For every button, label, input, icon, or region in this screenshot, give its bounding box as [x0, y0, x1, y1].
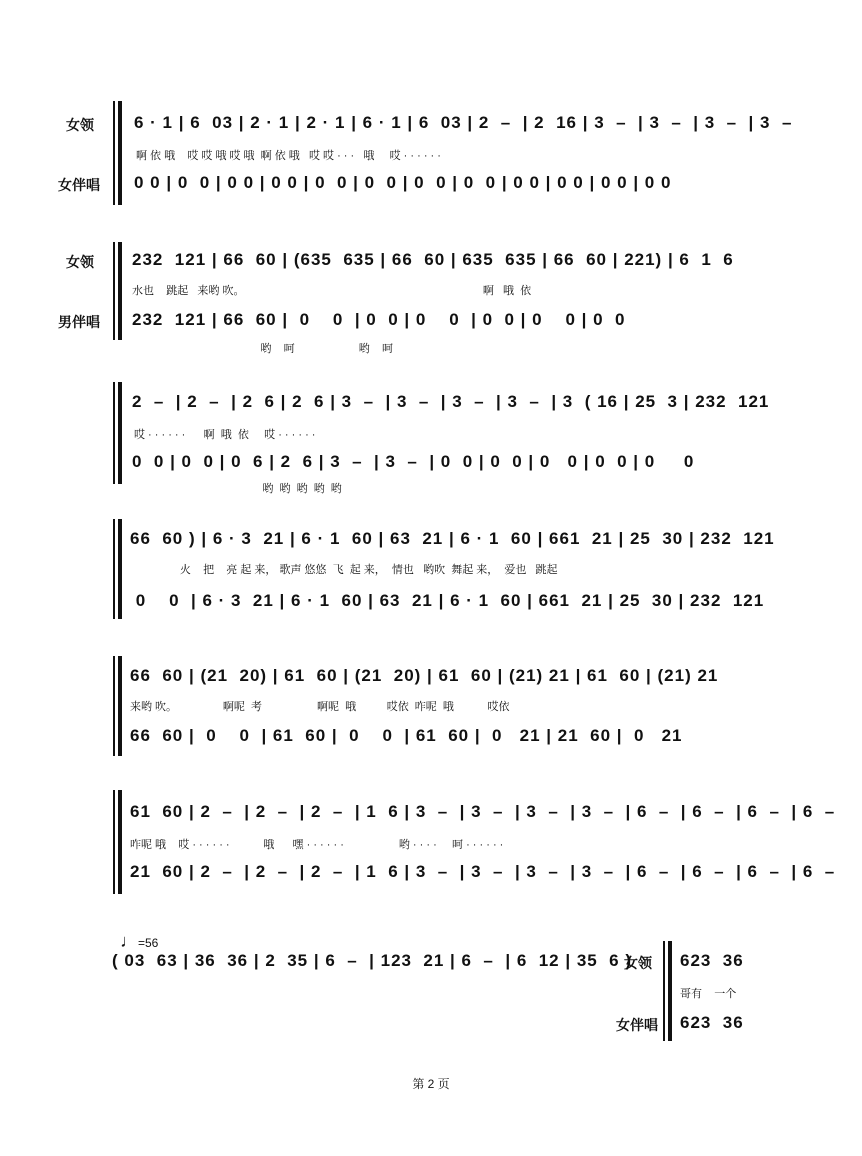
- page-number: 第 2 页: [412, 1077, 450, 1091]
- system-bracket: [668, 941, 672, 1041]
- notation-line: 66 60 ) | 6 · 3 21 | 6 · 1 60 | 63 21 | 6 · 1 60 | 661 21 | 25 30 | 232 121: [130, 529, 775, 548]
- notation-line: 623 36: [680, 951, 744, 970]
- lyric-line: 哟 呵 哟 呵: [132, 343, 393, 355]
- notation-line: 6 · 1 | 6 03 | 2 · 1 | 2 · 1 | 6 · 1 | 6 03 | 2 – | 2 16 | 3 – | 3 – | 3 – | 3 –: [134, 113, 793, 132]
- lyric-line: 水也 跳起 来哟 吹。 啊 哦 依: [132, 285, 532, 297]
- score-system-6: [0, 782, 862, 897]
- score-system-final: [0, 925, 862, 1050]
- notation-line: 2 – | 2 – | 2 6 | 2 6 | 3 – | 3 – | 3 – | 3 – | 3 ( 16 | 25 3 | 232 121: [132, 392, 770, 411]
- lyric-line: 咋呢 哦 哎 · · · · · · 哦 嘿 · · · · · · 哟 · · · · 呵 · · · · · ·: [130, 839, 504, 851]
- system-bracket: [118, 382, 122, 484]
- voice-label: 女伴唱: [616, 1017, 658, 1033]
- quarter-note-icon: ♩: [120, 931, 138, 951]
- voice-label: 男伴唱: [58, 314, 100, 330]
- score-system-5: [0, 650, 862, 760]
- notation-line: 623 36: [680, 1013, 744, 1032]
- system-bracket: [118, 101, 122, 205]
- notation-line: 61 60 | 2 – | 2 – | 2 – | 1 6 | 3 – | 3 – | 3 – | 3 – | 6 – | 6 – | 6 – | 6 –: [130, 802, 836, 821]
- notation-line: ( 03 63 | 36 36 | 2 35 | 6 – | 123 21 | 6 – | 6 12 | 35 6 ): [112, 951, 633, 970]
- tempo-marking: [120, 931, 158, 952]
- lyric-line: 哟 哟 哟 哟 哟: [134, 483, 342, 495]
- notation-line: 66 60 | 0 0 | 61 60 | 0 0 | 61 60 | 0 21 | 21 60 | 0 21: [130, 726, 683, 745]
- score-system-1: [0, 95, 862, 207]
- voice-label: 女领: [624, 955, 652, 971]
- lyric-line: 来哟 吹。 啊呢 考 啊呢 哦 哎依 咋呢 哦 哎依: [130, 701, 510, 713]
- notation-line: 0 0 | 6 · 3 21 | 6 · 1 60 | 63 21 | 6 · 1 60 | 661 21 | 25 30 | 232 121: [130, 591, 765, 610]
- notation-line: 21 60 | 2 – | 2 – | 2 – | 1 6 | 3 – | 3 – | 3 – | 3 – | 6 – | 6 – | 6 – | 6 –: [130, 862, 836, 881]
- notation-line: 0 0 | 0 0 | 0 0 | 0 0 | 0 0 | 0 0 | 0 0 | 0 0 | 0 0 | 0 0 | 0 0 | 0 0: [134, 173, 672, 192]
- lyric-line: 哎 · · · · · · 啊 哦 依 哎 · · · · · ·: [134, 429, 316, 441]
- tempo-value: =56: [138, 936, 159, 950]
- system-bracket: [118, 656, 122, 756]
- voice-label: 女领: [66, 117, 94, 133]
- notation-line: 232 121 | 66 60 | (635 635 | 66 60 | 635 635 | 66 60 | 221) | 6 1 6: [132, 250, 734, 269]
- notation-line: 66 60 | (21 20) | 61 60 | (21 20) | 61 60 | (21) 21 | 61 60 | (21) 21: [130, 666, 719, 685]
- system-bracket: [118, 519, 122, 619]
- notation-line: 232 121 | 66 60 | 0 0 | 0 0 | 0 0 | 0 0 | 0 0 | 0 0: [132, 310, 626, 329]
- lyric-line: 哥有 一个: [680, 988, 737, 1000]
- score-system-2: [0, 238, 862, 353]
- notation-line: 0 0 | 0 0 | 0 6 | 2 6 | 3 – | 3 – | 0 0 | 0 0 | 0 0 | 0 0 | 0 0: [132, 452, 695, 471]
- score-system-3: [0, 378, 862, 493]
- system-bracket: [118, 790, 122, 894]
- voice-label: 女领: [66, 254, 94, 270]
- lyric-line: 火 把 亮 起 来， 歌声 悠悠 飞 起 来， 情也 哟吹 舞起 来， 爱也 跳起: [134, 564, 558, 576]
- system-bracket: [118, 242, 122, 340]
- voice-label: 女伴唱: [58, 177, 100, 193]
- score-system-4: [0, 515, 862, 625]
- lyric-line: 啊 依 哦 哎 哎 哦 哎 哦 啊 依 哦 哎 哎 · · · 哦 哎 · · · · · ·: [136, 150, 441, 162]
